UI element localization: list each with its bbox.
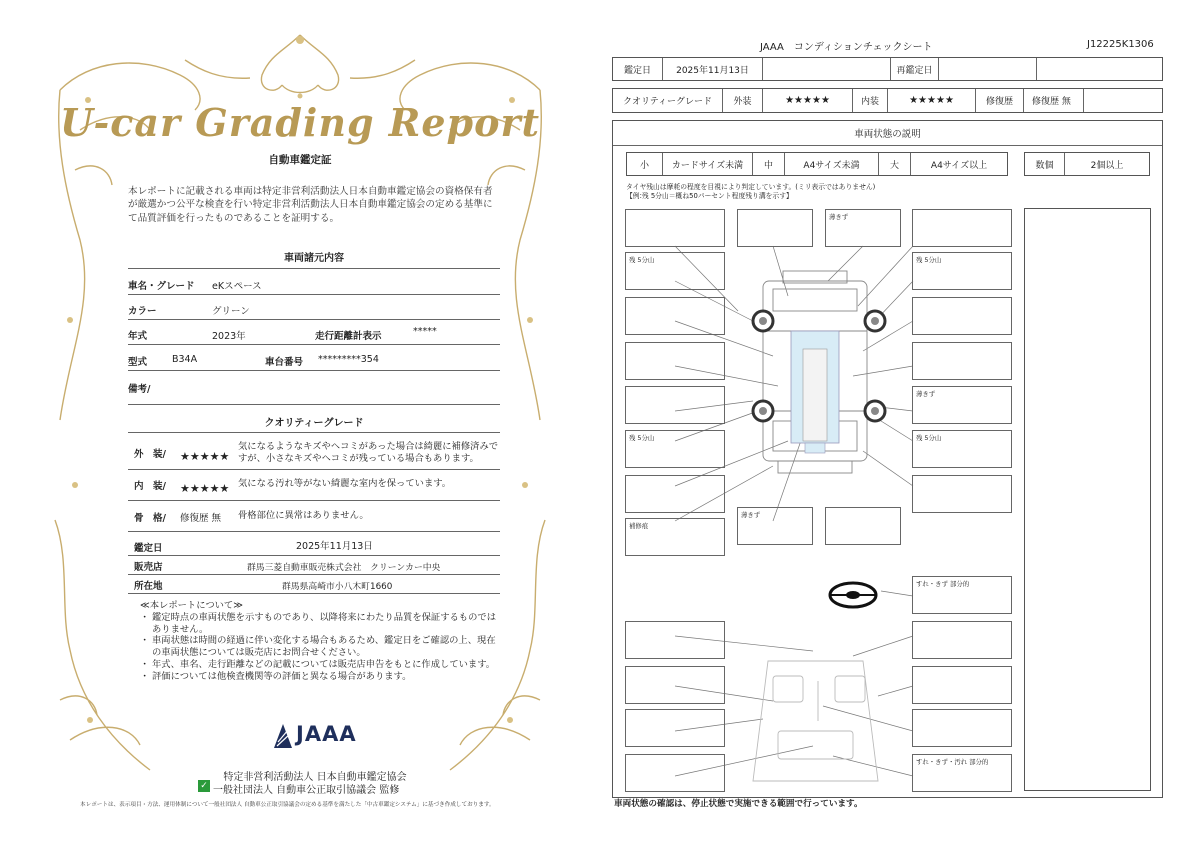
footer-note: 本レポートは、表示項目・方法、運用体制について一般社団法人 自動車公正取引協議会の定める基準を満たした「中古車鑑定システム」に基づき作成しております。 [80, 802, 495, 808]
dealer-label: 販売店 [134, 562, 163, 573]
repair-label: 修復歴 [976, 89, 1024, 112]
divider [128, 555, 500, 556]
date-blank [763, 58, 891, 80]
legend-small-desc: カードサイズ未満 [663, 153, 753, 175]
part-box: 残 5分山 [625, 252, 725, 290]
part-box [625, 666, 725, 704]
interior-description: 気になる汚れ等がない綺麗な室内を保っています。 [238, 478, 452, 489]
part-box [625, 297, 725, 335]
footer-organization: 特定非営利活動法人 日本自動車鑑定協会 [223, 772, 407, 783]
year-value: 2023年 [212, 331, 246, 342]
date-label: 鑑定日 [613, 58, 663, 80]
chassis-value: *********354 [318, 354, 379, 365]
part-box: すれ・きず・汚れ 部分的 [912, 754, 1012, 792]
certificate-intro: 本レポートに記載される車両は特定非営利活動法人日本自動車鑑定協会の資格保有者が厳選かつ公平な検査を行い特定非営利活動法人日本自動車鑑定協会の定める基準にて品質評価を行ったものであることを証明する。 [128, 186, 493, 224]
specs-heading: 車両諸元内容 [284, 253, 344, 264]
chassis-label: 車台番号 [265, 357, 304, 368]
frame-value: 修復歴 無 [180, 513, 222, 524]
mileage-value: ***** [413, 326, 437, 337]
quality-heading: クオリティーグレード [264, 418, 364, 429]
part-box: 残 5分山 [912, 252, 1012, 290]
name-label: 車名・グレード [128, 281, 195, 292]
redate-label: 再鑑定日 [891, 58, 939, 80]
note-item: ・ 鑑定時点の車両状態を示すものであり、以降将来にわたり品質を保証するものではありません。 [140, 611, 496, 635]
divider [128, 574, 500, 575]
part-box [912, 297, 1012, 335]
part-box [825, 507, 901, 545]
note-item: ・ 評価については他検査機関等の評価と異なる場合があります。 [140, 670, 412, 682]
interior-label: 内装 [853, 89, 888, 112]
part-box: すれ・きず 部分的 [912, 576, 1012, 614]
repair-value: 修復歴 無 [1024, 89, 1084, 112]
interior-stars: ★★★★★ [888, 89, 976, 112]
part-box [912, 475, 1012, 513]
quality-row [612, 88, 1163, 113]
quality-label: クオリティーグレード [613, 89, 723, 112]
legend-large-desc: A4サイズ以上 [930, 160, 988, 171]
part-box [625, 709, 725, 747]
part-box [737, 209, 813, 247]
sheet-footer: 車両状態の確認は、停止状態で実施できる範囲で行っています。 [614, 799, 863, 809]
divider [128, 432, 500, 433]
date-label: 鑑定日 [134, 543, 163, 554]
count-value: 2個以上 [1090, 160, 1124, 171]
divider [128, 319, 500, 320]
location-value: 群馬県高崎市小八木町1660 [282, 582, 393, 592]
jaaa-logo-icon [272, 722, 294, 750]
interior-stars: ★★★★★ [180, 482, 230, 495]
part-box [625, 342, 725, 380]
divider [128, 469, 500, 470]
part-box: 薄きず [912, 386, 1012, 424]
color-value: グリーン [212, 306, 250, 317]
legend-large: 大 [879, 153, 911, 175]
tire-note: タイヤ残山は摩耗の程度を目視により判定しています。(ミリ表示ではありません) [626, 183, 876, 191]
exterior-label: 外装 [723, 89, 763, 112]
note-item: ・ 年式、車名、走行距離などの記載については販売店申告をもとに作成しています。 [140, 658, 496, 670]
mileage-label: 走行距離計表示 [315, 331, 382, 342]
part-box [912, 342, 1012, 380]
note-item: ・ 車両状態は時間の経過に伴い変化する場合もあるため、鑑定日をご確認の上、現在の車両状態については販売店にお問合せください。 [140, 635, 496, 659]
divider [128, 593, 500, 594]
jaaa-brand: JAAA [296, 722, 357, 746]
footer-supervision: 一般社団法人 自動車公正取引協議会 監修 [213, 785, 400, 796]
model-value: B34A [172, 354, 198, 365]
report-script-title: U-car Grading Report [59, 100, 541, 145]
redate-value [939, 58, 1037, 80]
part-box: 残 5分山 [625, 430, 725, 468]
divider [128, 268, 500, 269]
report-notes [140, 600, 500, 683]
part-box [625, 475, 725, 513]
divider [128, 344, 500, 345]
exterior-label: 外 装/ [134, 449, 166, 460]
part-box [625, 754, 725, 792]
sheet-code: J12225K1306 [1087, 39, 1154, 50]
exterior-stars: ★★★★★ [180, 450, 230, 463]
blank-cell [1037, 58, 1164, 80]
model-label: 型式 [128, 357, 148, 368]
tire-note-example: 【例:残 5分山＝概ね50パーセント程度残り溝を示す】 [626, 192, 793, 200]
part-box: 補修痕 [625, 518, 725, 556]
check-icon: ✓ [198, 780, 210, 792]
frame-label: 骨 格/ [134, 513, 166, 524]
blank-cell [1084, 89, 1164, 112]
divider [128, 294, 500, 295]
date-value: 2025年11月13日 [296, 541, 373, 552]
part-box: 残 5分山 [912, 430, 1012, 468]
name-value: eKスペース [212, 281, 262, 292]
legend-medium: 中 [753, 153, 785, 175]
date-row [612, 57, 1163, 81]
notes-title: ≪本レポートについて≫ [140, 600, 243, 611]
part-box [625, 386, 725, 424]
part-box [625, 621, 725, 659]
count-label: 数個 [1025, 153, 1065, 175]
color-label: カラー [128, 306, 157, 317]
dealer-value: 群馬三菱自動車販売株式会社 クリーンカー中央 [247, 563, 441, 573]
part-box [912, 621, 1012, 659]
date-value: 2025年11月13日 [663, 58, 763, 80]
part-box [912, 209, 1012, 247]
part-box [912, 709, 1012, 747]
part-box [912, 666, 1012, 704]
divider [128, 500, 500, 501]
exterior-description: 気になるようなキズやヘコミがあった場合は綺麗に補修済みですが、小さなキズやヘコミが残っている場合もあります。 [238, 441, 499, 464]
condition-panel [612, 120, 1163, 798]
divider [128, 370, 500, 371]
legend-medium-desc: A4サイズ未満 [785, 153, 879, 175]
exterior-stars: ★★★★★ [763, 89, 853, 112]
frame-description: 骨格部位に異常はありません。 [238, 510, 369, 521]
part-box: 薄きず [825, 209, 901, 247]
part-box [625, 209, 725, 247]
certificate-subtitle: 自動車鑑定証 [268, 154, 332, 166]
legend-small: 小 [627, 153, 663, 175]
divider [128, 531, 500, 532]
divider [128, 404, 500, 405]
location-label: 所在地 [134, 581, 163, 592]
part-box: 薄きず [737, 507, 813, 545]
remarks-label: 備考/ [128, 384, 151, 395]
interior-label: 内 装/ [134, 481, 166, 492]
year-label: 年式 [128, 331, 148, 342]
condition-heading: 車両状態の説明 [613, 121, 1162, 146]
steering-wheel-icon [830, 583, 876, 607]
sheet-title: JAAA コンディションチェックシート [760, 42, 933, 53]
